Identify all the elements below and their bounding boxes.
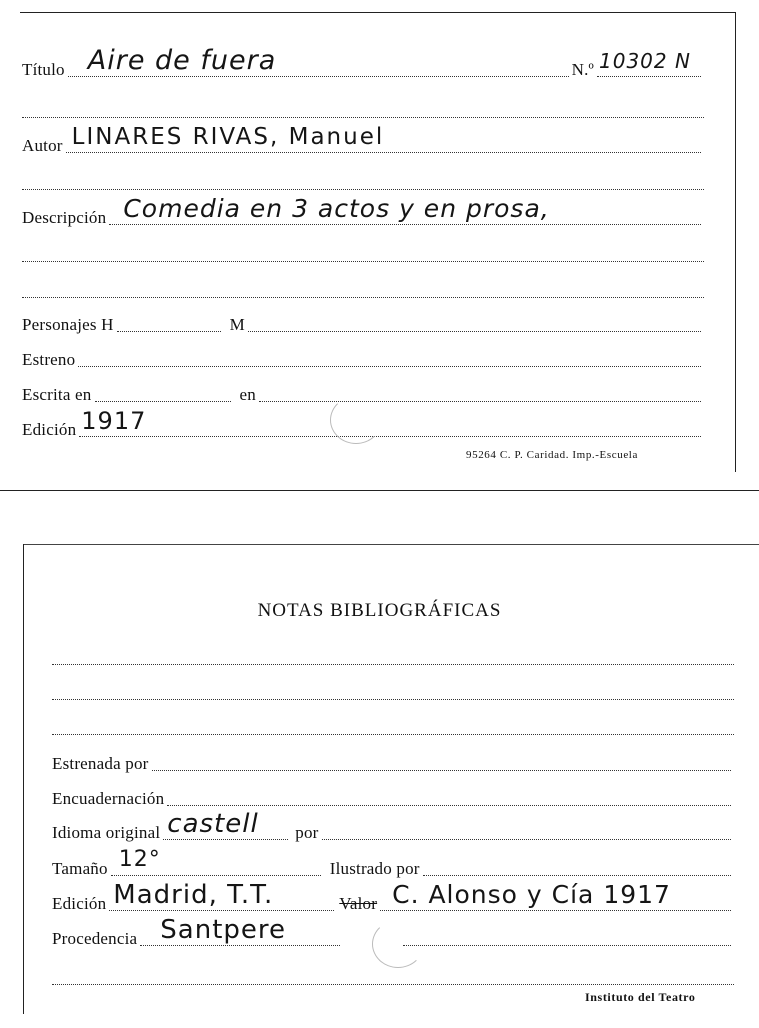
- escrita-en-label: en: [239, 385, 256, 404]
- titulo-value: Aire de fuera: [87, 45, 277, 76]
- encuadernacion-label: Encuadernación: [52, 789, 165, 808]
- numero-field: [597, 49, 701, 77]
- estreno-label: Estreno: [22, 350, 76, 369]
- personajes-row: [22, 315, 704, 335]
- edicion-field: [79, 407, 701, 437]
- procedencia-value: Santpere: [160, 915, 287, 945]
- descripcion-extra-line-2: [22, 297, 704, 298]
- personajes-h-field: [117, 317, 221, 332]
- edicion2-value: Madrid, T.T.: [113, 880, 274, 910]
- procedencia-field: [140, 915, 340, 946]
- edicion2-publisher: C. Alonso y Cía 1917: [392, 880, 671, 909]
- idioma-por-label: por: [295, 823, 319, 842]
- faint-stamp-mark-2: [372, 920, 424, 968]
- estrenada-field: [152, 756, 731, 771]
- idioma-field: [163, 809, 288, 840]
- procedencia-extra-field: [403, 931, 731, 946]
- autor-extra-line: [22, 189, 704, 190]
- card-right-edge: [735, 12, 736, 472]
- notas-line-3: [52, 734, 734, 735]
- encuadernacion-field: [167, 791, 731, 806]
- escrita-en-field: [259, 387, 701, 402]
- imprint-text: 95264 C. P. Caridad. Imp.-Escuela: [466, 449, 638, 461]
- notas-heading: NOTAS BIBLIOGRÁFICAS: [257, 600, 502, 621]
- edicion-label: Edición: [22, 420, 77, 439]
- numero-label: N.º: [571, 60, 594, 79]
- personajes-m-label: M: [229, 315, 245, 334]
- idioma-label: Idioma original: [52, 823, 161, 842]
- estreno-row: [22, 350, 704, 370]
- titulo-row: [22, 45, 704, 80]
- card-top-edge: [20, 12, 736, 13]
- descripcion-field: [109, 194, 701, 225]
- idioma-por-field: [322, 825, 731, 840]
- edicion-value: 1917: [81, 407, 147, 435]
- estrenada-row: [52, 754, 734, 774]
- tamano-label: Tamaño: [52, 859, 108, 878]
- personajes-label: Personajes H: [22, 315, 114, 334]
- descripcion-extra-line-1: [22, 261, 704, 262]
- autor-label: Autor: [22, 136, 63, 155]
- notas-line-1: [52, 664, 734, 665]
- ilustrado-label: Ilustrado por: [329, 859, 420, 878]
- tamano-row: [52, 847, 734, 879]
- tamano-field: [111, 847, 321, 876]
- numero-value: 10302 N: [599, 49, 691, 73]
- ilustrado-field: [423, 861, 731, 876]
- procedencia-label: Procedencia: [52, 929, 138, 948]
- edicion2-label: Edición: [52, 894, 107, 913]
- edicion2-row: [52, 880, 734, 914]
- notas-line-2: [52, 699, 734, 700]
- autor-value: LINARES RIVAS, Manuel: [71, 124, 385, 150]
- faint-stamp-mark: [330, 396, 382, 444]
- descripcion-value: Comedia en 3 actos y en prosa,: [123, 194, 550, 223]
- valor-field: [380, 880, 731, 911]
- idioma-value: castell: [167, 809, 259, 839]
- descripcion-row: [22, 194, 704, 228]
- estrenada-label: Estrenada por: [52, 754, 149, 773]
- tamano-value: 12°: [118, 847, 161, 872]
- idioma-row: [52, 809, 734, 843]
- titulo-label: Título: [22, 60, 65, 79]
- escrita-label: Escrita en: [22, 385, 92, 404]
- catalog-card-back: [0, 500, 759, 1028]
- card-bottom-edge: [0, 490, 759, 491]
- notas-bottom-line: [52, 984, 734, 985]
- valor-label: Valor: [339, 894, 378, 913]
- titulo-field: [68, 45, 569, 77]
- card2-top-edge: [24, 544, 759, 545]
- autor-field: [66, 124, 701, 153]
- encuadernacion-row: [52, 789, 734, 809]
- edicion2-field: [109, 880, 334, 911]
- titulo-extra-line: [22, 117, 704, 118]
- estreno-field: [78, 352, 701, 367]
- descripcion-label: Descripción: [22, 208, 107, 227]
- escrita-field: [95, 387, 231, 402]
- footer-institution: Instituto del Teatro: [585, 990, 696, 1004]
- personajes-m-field: [248, 317, 701, 332]
- catalog-card-front: [0, 0, 759, 490]
- autor-row: [22, 124, 704, 156]
